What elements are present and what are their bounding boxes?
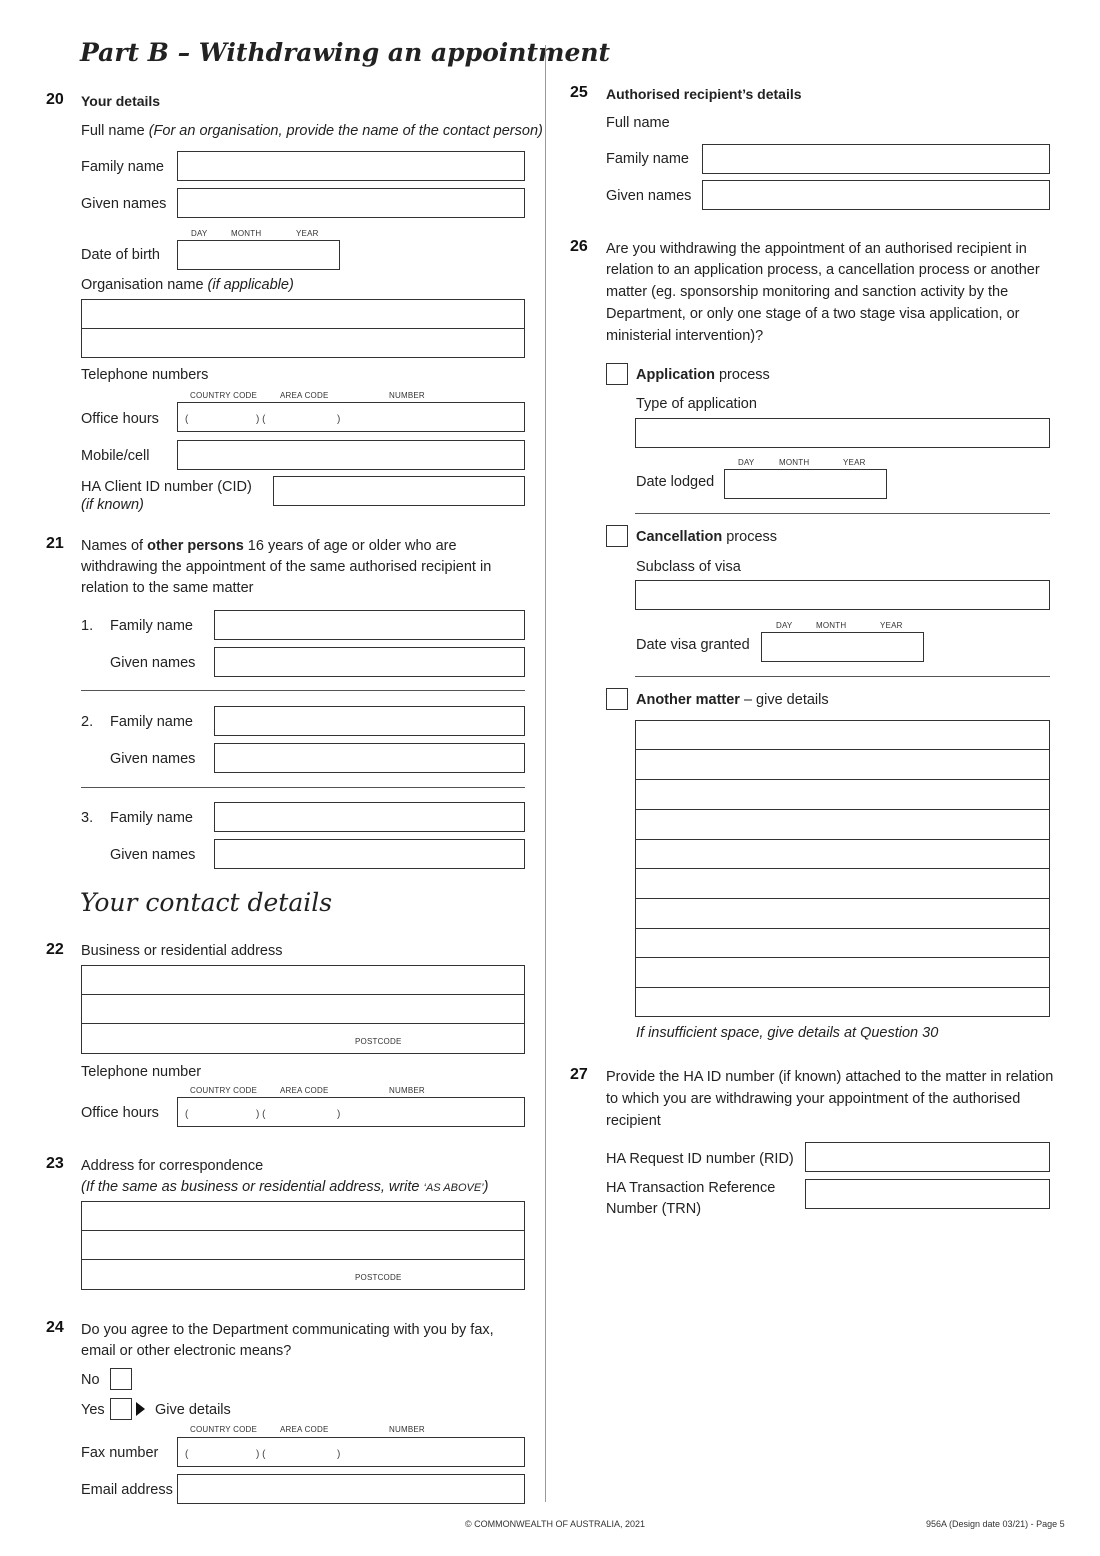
arrow-right-icon xyxy=(136,1402,145,1416)
q21-divider-1 xyxy=(81,690,525,691)
q26-details-line-9[interactable] xyxy=(635,957,1050,988)
q24-yes-checkbox[interactable] xyxy=(110,1398,132,1420)
q20-given-names-label: Given names xyxy=(81,196,167,212)
q27-trn-label-line1: HA Transaction Reference xyxy=(606,1180,776,1196)
q21-person2-family-field[interactable] xyxy=(214,706,525,736)
q20-dob-month-caption: MONTH xyxy=(231,229,262,238)
q27-number: 27 xyxy=(570,1066,588,1083)
q22-postcode-caption: POSTCODE xyxy=(355,1037,402,1046)
q21-person1-family-label: Family name xyxy=(110,618,193,634)
q26-application-checkbox[interactable] xyxy=(606,363,628,385)
q21-text-line1: Names of other persons 16 years of age or older who are xyxy=(81,538,457,554)
footer-copyright: © COMMONWEALTH OF AUSTRALIA, 2021 xyxy=(465,1519,645,1529)
q26-date-lodged-label: Date lodged xyxy=(636,474,715,490)
q26-another-matter-label: Another matter – give details xyxy=(636,692,829,708)
q22-office-hours-label: Office hours xyxy=(81,1105,159,1121)
q26-details-line-10[interactable] xyxy=(635,987,1050,1017)
q26-line1: Are you withdrawing the appointment of an authorised recipient in xyxy=(606,241,1027,257)
q25-given-names-label: Given names xyxy=(606,188,692,204)
q20-office-paren-mid: ) ( xyxy=(256,414,266,425)
q25-given-names-field[interactable] xyxy=(702,180,1050,210)
q26-insufficient-note: If insufficient space, give details at Question 30 xyxy=(636,1025,939,1041)
q26-granted-month-caption: MONTH xyxy=(816,621,847,630)
q23-address-field-1[interactable] xyxy=(81,1201,525,1231)
q20-dob-label: Date of birth xyxy=(81,247,160,263)
q23-number: 23 xyxy=(46,1155,64,1172)
q26-lodged-year-caption: YEAR xyxy=(843,458,866,467)
q22-address-field-1[interactable] xyxy=(81,965,525,995)
q22-number-caption: NUMBER xyxy=(389,1086,425,1095)
q26-line4: Department, or only one stage of a two stage visa application, or xyxy=(606,306,1020,322)
q25-title: Authorised recipient’s details xyxy=(606,86,802,102)
q24-line1: Do you agree to the Department communicating with you by fax, xyxy=(81,1322,494,1338)
q26-granted-day-caption: DAY xyxy=(776,621,793,630)
q24-paren-close: ) xyxy=(337,1449,341,1460)
q25-family-name-field[interactable] xyxy=(702,144,1050,174)
q26-cancellation-checkbox[interactable] xyxy=(606,525,628,547)
q23-address-field-2[interactable] xyxy=(81,1230,525,1260)
q25-family-name-label: Family name xyxy=(606,151,689,167)
q26-lodged-day-caption: DAY xyxy=(738,458,755,467)
q24-paren-mid: ) ( xyxy=(256,1449,266,1460)
column-divider xyxy=(545,45,546,1502)
q23-address-field-3[interactable] xyxy=(81,1259,525,1290)
q20-cid-field[interactable] xyxy=(273,476,525,506)
q21-person3-given-field[interactable] xyxy=(214,839,525,869)
q26-details-line-1[interactable] xyxy=(635,720,1050,750)
q27-rid-label: HA Request ID number (RID) xyxy=(606,1151,794,1167)
q20-dob-day-caption: DAY xyxy=(191,229,208,238)
q26-details-line-8[interactable] xyxy=(635,928,1050,958)
q26-date-granted-field[interactable] xyxy=(761,632,924,662)
q21-person1-given-field[interactable] xyxy=(214,647,525,677)
q26-another-matter-checkbox[interactable] xyxy=(606,688,628,710)
q20-organisation-field-2[interactable] xyxy=(81,328,525,358)
q21-person2-num: 2. xyxy=(81,714,94,730)
q24-paren-open: ( xyxy=(185,1449,189,1460)
q20-office-paren-close: ) xyxy=(337,414,341,425)
q22-paren-close: ) xyxy=(337,1109,341,1120)
q22-area-code-caption: AREA CODE xyxy=(280,1086,329,1095)
q22-country-code-caption: COUNTRY CODE xyxy=(190,1086,258,1095)
q22-paren-mid: ) ( xyxy=(256,1109,266,1120)
q23-note: (If the same as business or residential address, write ‘AS ABOVE’) xyxy=(81,1179,489,1195)
q24-country-code-caption: COUNTRY CODE xyxy=(190,1425,258,1434)
q26-details-line-6[interactable] xyxy=(635,868,1050,899)
q27-trn-label-line2: Number (TRN) xyxy=(606,1201,702,1217)
q20-number-caption: NUMBER xyxy=(389,391,425,400)
q20-organisation-field-1[interactable] xyxy=(81,299,525,329)
q27-trn-field[interactable] xyxy=(805,1179,1050,1209)
q26-line3: matter (eg. sponsorship monitoring and sanction activity by the xyxy=(606,284,1009,300)
q25-number: 25 xyxy=(570,84,588,101)
q20-title: Your details xyxy=(81,93,161,109)
q23-postcode-caption: POSTCODE xyxy=(355,1273,402,1282)
q26-granted-year-caption: YEAR xyxy=(880,621,903,630)
q20-cid-note: (if known) xyxy=(81,497,144,513)
q21-text-line3: relation to the same matter xyxy=(81,580,254,596)
q26-line2: relation to an application process, a cancellation process or another xyxy=(606,262,1040,278)
q20-organisation-label: Organisation name (if applicable) xyxy=(81,277,294,293)
q20-area-code-caption: AREA CODE xyxy=(280,391,329,400)
q26-number: 26 xyxy=(570,238,588,255)
q24-no-label: No xyxy=(81,1372,100,1388)
q22-address-field-2[interactable] xyxy=(81,994,525,1024)
q22-telephone-label: Telephone number xyxy=(81,1064,202,1080)
q26-date-granted-label: Date visa granted xyxy=(636,637,750,653)
q27-line3: recipient xyxy=(606,1113,661,1129)
q26-subclass-field[interactable] xyxy=(635,580,1050,610)
q24-yes-label: Yes xyxy=(81,1402,105,1418)
q27-line1: Provide the HA ID number (if known) attached to the matter in relation xyxy=(606,1069,1054,1085)
q20-number: 20 xyxy=(46,91,64,108)
q22-address-field-3[interactable] xyxy=(81,1023,525,1054)
q24-number-caption: NUMBER xyxy=(389,1425,425,1434)
q22-office-hours-field[interactable] xyxy=(177,1097,525,1127)
q21-person3-num: 3. xyxy=(81,810,94,826)
q20-given-names-field[interactable] xyxy=(177,188,525,218)
q24-line2: email or other electronic means? xyxy=(81,1343,292,1359)
q26-line5: ministerial intervention)? xyxy=(606,328,764,344)
q20-mobile-field[interactable] xyxy=(177,440,525,470)
q26-application-label: Application process xyxy=(636,367,770,383)
q26-divider-1 xyxy=(635,513,1050,514)
q21-divider-2 xyxy=(81,787,525,788)
q24-give-details-label: Give details xyxy=(155,1402,231,1418)
q21-person2-given-label: Given names xyxy=(110,751,196,767)
q22-title: Business or residential address xyxy=(81,943,283,959)
q20-office-hours-field[interactable] xyxy=(177,402,525,432)
q24-fax-label: Fax number xyxy=(81,1445,159,1461)
q20-family-name-field[interactable] xyxy=(177,151,525,181)
q26-cancellation-label: Cancellation process xyxy=(636,529,778,545)
q20-dob-field[interactable] xyxy=(177,240,340,270)
q20-office-hours-label: Office hours xyxy=(81,411,159,427)
footer-page-number: 956A (Design date 03/21) - Page 5 xyxy=(926,1519,1065,1529)
q21-person3-given-label: Given names xyxy=(110,847,196,863)
q24-no-checkbox[interactable] xyxy=(110,1368,132,1390)
q21-number: 21 xyxy=(46,535,64,552)
q26-type-of-application-field[interactable] xyxy=(635,418,1050,448)
q21-person1-num: 1. xyxy=(81,618,94,634)
q21-person3-family-label: Family name xyxy=(110,810,193,826)
q26-details-line-2[interactable] xyxy=(635,749,1050,780)
q20-country-code-caption: COUNTRY CODE xyxy=(190,391,258,400)
q26-details-line-7[interactable] xyxy=(635,898,1050,929)
q24-email-label: Email address xyxy=(81,1482,173,1498)
q26-divider-2 xyxy=(635,676,1050,677)
q22-paren-open: ( xyxy=(185,1109,189,1120)
q26-details-line-5[interactable] xyxy=(635,839,1050,869)
q26-subclass-label: Subclass of visa xyxy=(636,559,741,575)
q26-date-lodged-field[interactable] xyxy=(724,469,887,499)
q20-full-name-label: Full name (For an organisation, provide the name of the contact person) xyxy=(81,123,543,139)
q25-full-name-label: Full name xyxy=(606,115,670,131)
q23-title: Address for correspondence xyxy=(81,1158,264,1174)
q26-lodged-month-caption: MONTH xyxy=(779,458,810,467)
q21-person2-family-label: Family name xyxy=(110,714,193,730)
q20-telephone-label: Telephone numbers xyxy=(81,367,209,383)
q21-text-line2: withdrawing the appointment of the same authorised recipient in xyxy=(81,559,492,575)
q27-line2: to which you are withdrawing your appointment of the authorised xyxy=(606,1091,1021,1107)
contact-details-title: Your contact details xyxy=(80,888,333,917)
q24-area-code-caption: AREA CODE xyxy=(280,1425,329,1434)
q21-person2-given-field[interactable] xyxy=(214,743,525,773)
q20-cid-label: HA Client ID number (CID) xyxy=(81,479,252,495)
q21-person1-given-label: Given names xyxy=(110,655,196,671)
q24-fax-field[interactable] xyxy=(177,1437,525,1467)
q24-email-field[interactable] xyxy=(177,1474,525,1504)
q26-details-line-4[interactable] xyxy=(635,809,1050,840)
q20-mobile-label: Mobile/cell xyxy=(81,448,150,464)
q26-details-line-3[interactable] xyxy=(635,779,1050,810)
q20-family-name-label: Family name xyxy=(81,159,164,175)
q20-office-paren-open: ( xyxy=(185,414,189,425)
q20-dob-year-caption: YEAR xyxy=(296,229,319,238)
q27-rid-field[interactable] xyxy=(805,1142,1050,1172)
q21-person1-family-field[interactable] xyxy=(214,610,525,640)
q24-number: 24 xyxy=(46,1319,64,1336)
q21-person3-family-field[interactable] xyxy=(214,802,525,832)
part-title: Part B – Withdrawing an appointment xyxy=(80,38,611,67)
q26-type-of-application-label: Type of application xyxy=(636,396,757,412)
q22-number: 22 xyxy=(46,941,64,958)
